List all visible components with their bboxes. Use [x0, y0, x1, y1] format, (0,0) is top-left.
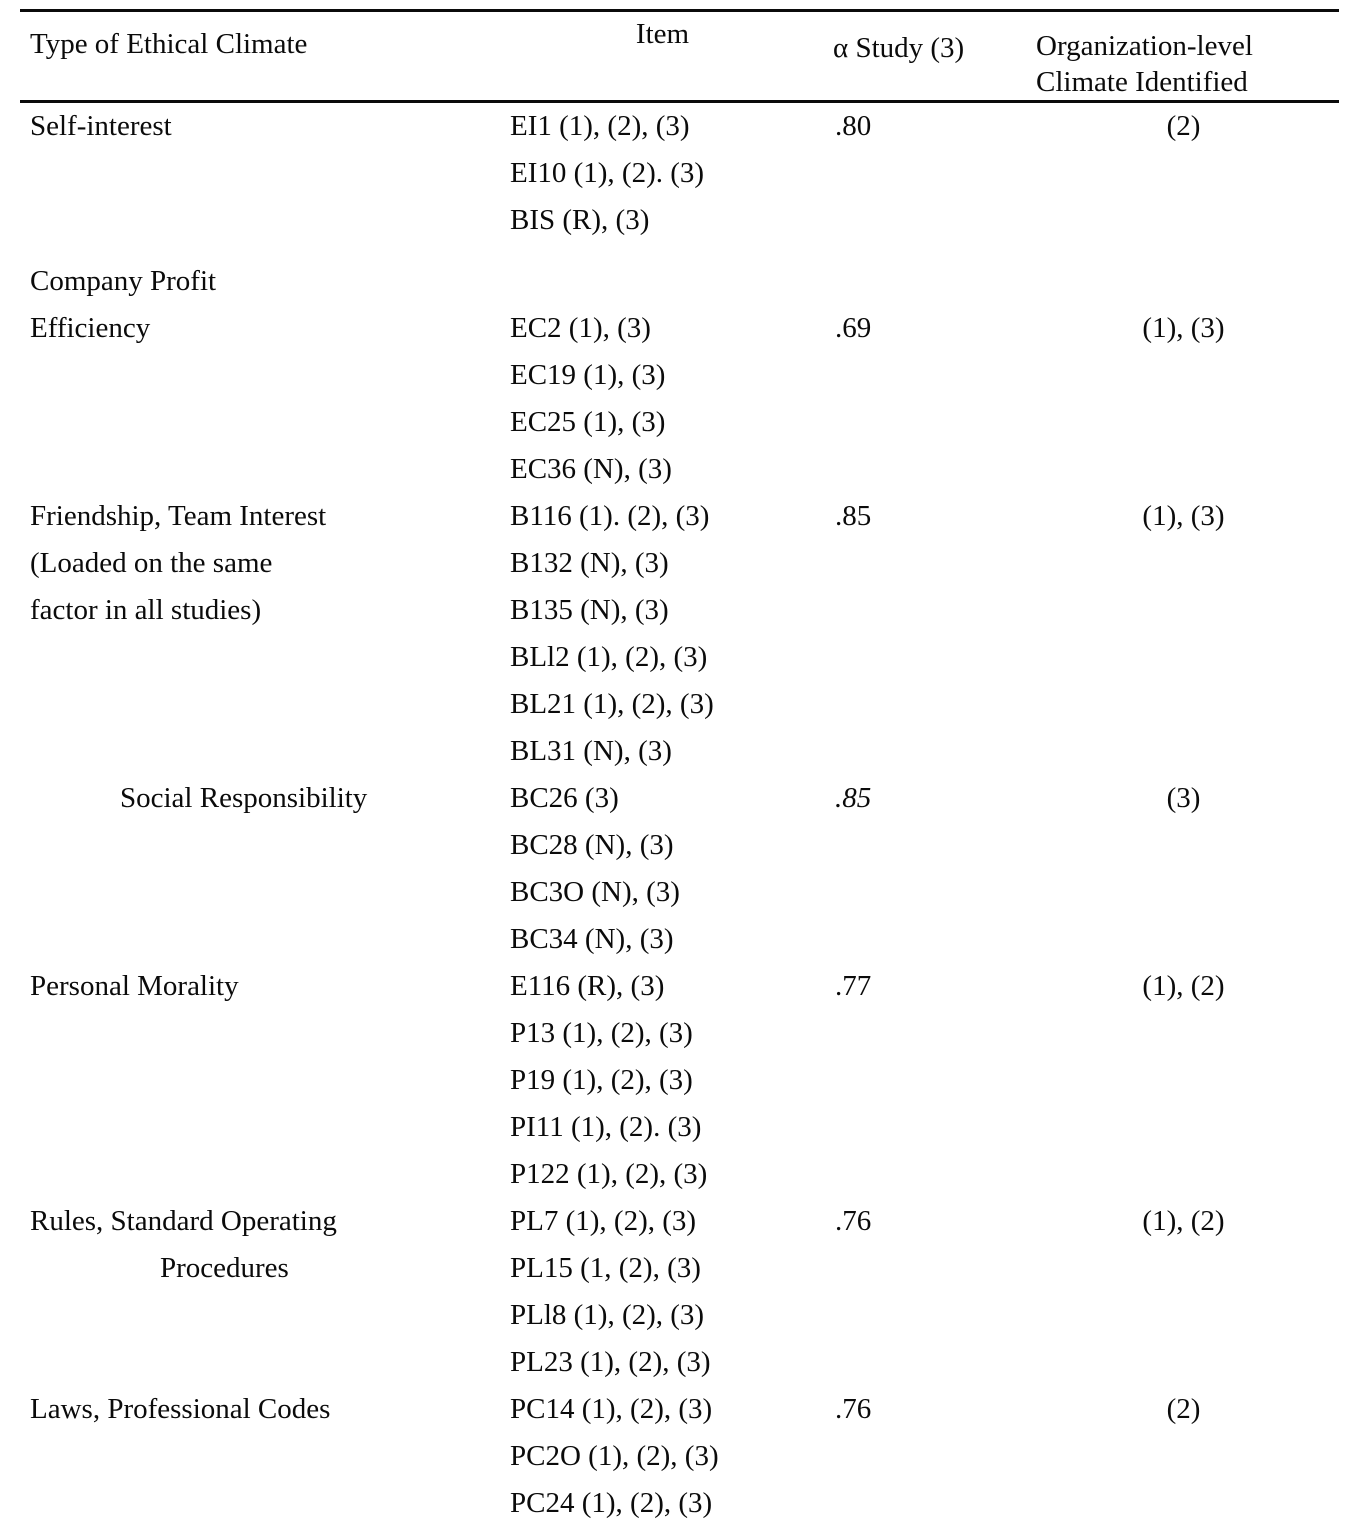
item-line: PLl8 (1), (2), (3): [510, 1299, 705, 1331]
type-cell: [20, 103, 500, 150]
item-cell: [500, 103, 825, 244]
item-line: BL21 (1), (2), (3): [510, 688, 714, 720]
type-line: Laws, Professional Codes: [30, 1393, 331, 1425]
header-organization-level-climate: [1020, 12, 1339, 100]
type-line: (Loaded on the same: [30, 547, 273, 579]
climate-cell: (1), (2): [1142, 970, 1225, 1002]
table-header-row: [20, 12, 1339, 100]
table-body: [20, 103, 1339, 1527]
item-line: BC34 (N), (3): [510, 923, 674, 955]
item-line: PI11 (1), (2). (3): [510, 1111, 702, 1143]
item-cell: [500, 1198, 825, 1386]
item-line: PC14 (1), (2), (3): [510, 1393, 713, 1425]
item-cell: [500, 1386, 825, 1527]
alpha-cell: .77: [835, 970, 872, 1002]
item-cell: [500, 963, 825, 1198]
type-line: Rules, Standard Operating: [30, 1205, 337, 1237]
table-row: [20, 103, 1339, 244]
type-cell: [20, 1198, 500, 1292]
climate-cell: (2): [1166, 1393, 1201, 1425]
item-line: EI10 (1), (2). (3): [510, 157, 705, 189]
item-line: PC2O (1), (2), (3): [510, 1440, 719, 1472]
alpha-cell: .76: [835, 1393, 872, 1425]
climate-cell: (2): [1166, 110, 1201, 142]
type-line: Procedures: [160, 1252, 289, 1284]
header-climate-line-1: Organization-level: [1036, 30, 1253, 62]
item-line: P19 (1), (2), (3): [510, 1064, 693, 1096]
item-cell: [500, 493, 825, 775]
item-line: B135 (N), (3): [510, 594, 669, 626]
type-cell: [20, 493, 500, 634]
item-line: BL31 (N), (3): [510, 735, 672, 767]
type-line: Self-interest: [30, 110, 172, 142]
type-line: Efficiency: [30, 312, 151, 344]
type-line: Company Profit: [30, 265, 217, 297]
type-cell: [20, 305, 500, 352]
table-row: [20, 775, 1339, 963]
header-climate-line-2: Climate Identified: [1036, 66, 1248, 98]
table-row: [20, 258, 1339, 305]
item-line: EC36 (N), (3): [510, 453, 672, 485]
item-line: P122 (1), (2), (3): [510, 1158, 708, 1190]
item-line: EC19 (1), (3): [510, 359, 666, 391]
table-row: [20, 1386, 1339, 1527]
type-cell: [20, 963, 500, 1010]
table-row: [20, 493, 1339, 775]
item-line: E116 (R), (3): [510, 970, 665, 1002]
item-line: PL7 (1), (2), (3): [510, 1205, 697, 1237]
ethical-climate-table: [20, 9, 1339, 1527]
item-line: EC2 (1), (3): [510, 312, 651, 344]
alpha-cell: .69: [835, 312, 872, 344]
table-row: [20, 963, 1339, 1198]
header-alpha-study: α Study (3): [833, 32, 965, 64]
alpha-cell: .80: [835, 110, 872, 142]
alpha-cell: .76: [835, 1205, 872, 1237]
type-line: factor in all studies): [30, 594, 262, 626]
climate-cell: (3): [1166, 782, 1201, 814]
header-item: Item: [635, 18, 690, 50]
item-line: B116 (1). (2), (3): [510, 500, 710, 532]
item-line: PL15 (1, (2), (3): [510, 1252, 701, 1284]
type-cell: [20, 1386, 500, 1433]
item-line: P13 (1), (2), (3): [510, 1017, 693, 1049]
type-cell: [20, 258, 500, 305]
item-cell: [500, 305, 825, 493]
item-line: BC28 (N), (3): [510, 829, 674, 861]
type-line: Social Responsibility: [120, 782, 368, 814]
item-line: BLl2 (1), (2), (3): [510, 641, 708, 673]
alpha-cell: .85: [835, 500, 872, 532]
item-line: BC26 (3): [510, 782, 619, 814]
header-type-of-ethical-climate: Type of Ethical Climate: [30, 28, 308, 60]
climate-cell: (1), (2): [1142, 1205, 1225, 1237]
item-line: PC24 (1), (2), (3): [510, 1487, 713, 1519]
table-row: [20, 1198, 1339, 1386]
type-line: Personal Morality: [30, 970, 239, 1002]
type-cell: [20, 775, 500, 822]
climate-cell: (1), (3): [1142, 500, 1225, 532]
item-line: EI1 (1), (2), (3): [510, 110, 690, 142]
item-line: B132 (N), (3): [510, 547, 669, 579]
type-line: Friendship, Team Interest: [30, 500, 327, 532]
item-line: BC3O (N), (3): [510, 876, 680, 908]
alpha-cell: .85: [835, 782, 872, 814]
table-row: [20, 305, 1339, 493]
climate-cell: (1), (3): [1142, 312, 1225, 344]
item-line: BIS (R), (3): [510, 204, 650, 236]
item-line: EC25 (1), (3): [510, 406, 666, 438]
item-line: PL23 (1), (2), (3): [510, 1346, 711, 1378]
item-cell: [500, 775, 825, 963]
